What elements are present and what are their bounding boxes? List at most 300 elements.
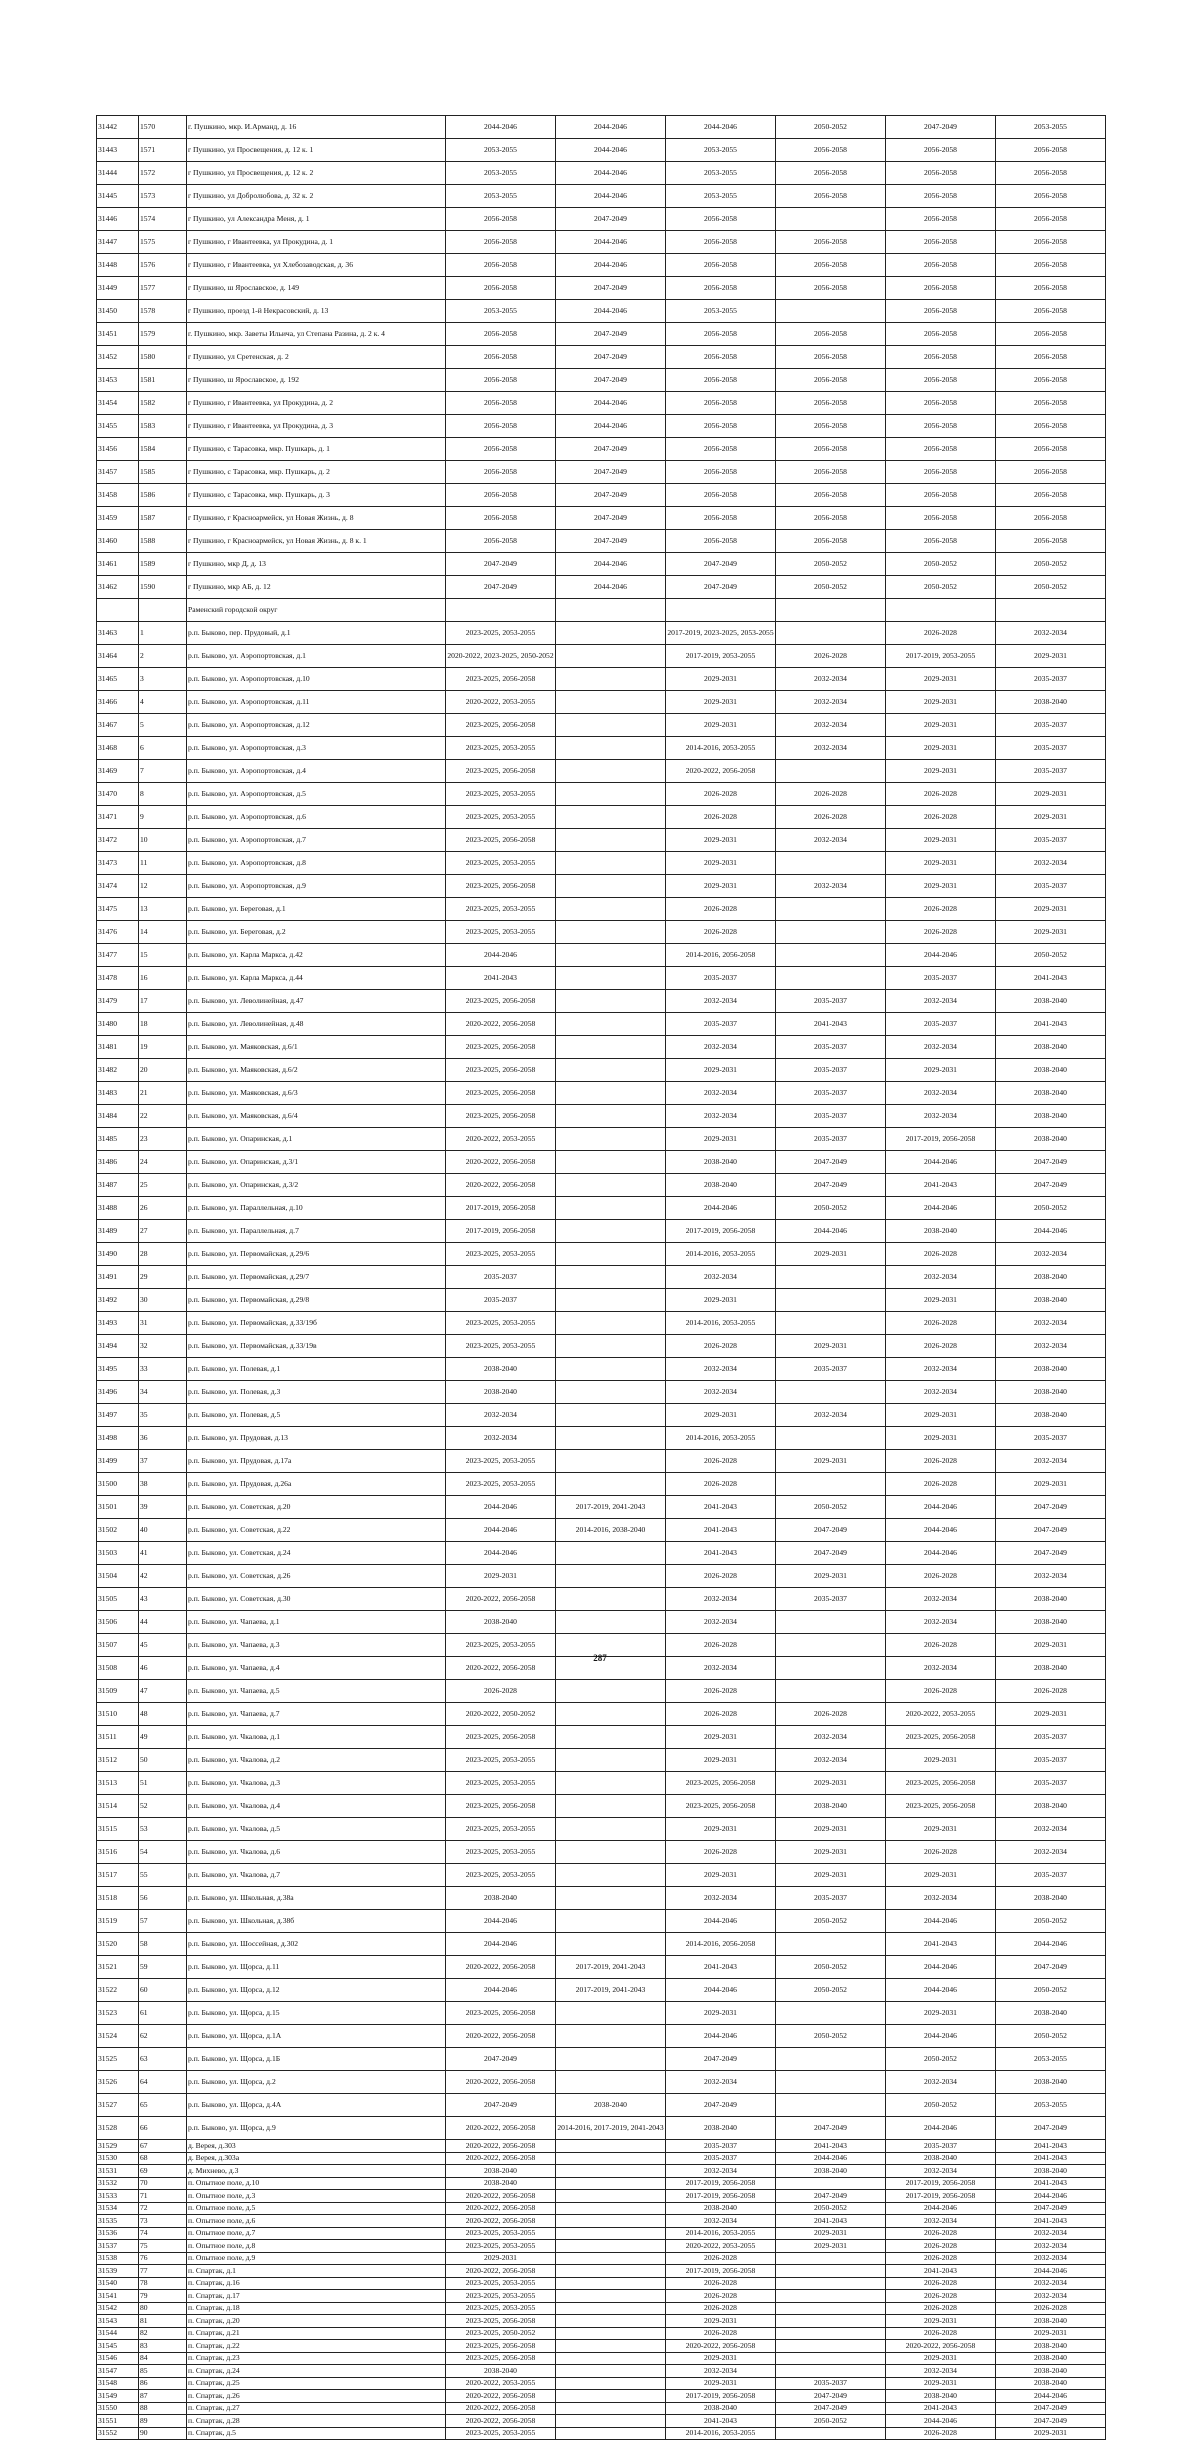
table-row	[97, 392, 1106, 415]
cell-row-number: 31541	[97, 2290, 139, 2303]
cell-work-period-5: 2026-2028	[886, 2427, 996, 2440]
cell-work-period-1: 2023-2025, 2056-2058	[446, 875, 556, 898]
cell-address: р.п. Быково, ул. Школьная, д.38а	[187, 1887, 446, 1910]
cell-work-period-4	[776, 208, 886, 231]
table-row	[97, 2117, 1106, 2140]
cell-work-period-3: 2038-2040	[666, 2117, 776, 2140]
cell-work-period-6: 2035-2037	[996, 1864, 1106, 1887]
cell-work-period-3: 2029-2031	[666, 2352, 776, 2365]
cell-work-period-4: 2056-2058	[776, 185, 886, 208]
cell-row-number: 31549	[97, 2390, 139, 2403]
cell-work-period-6: 2041-2043	[996, 2215, 1106, 2228]
table-row	[97, 185, 1106, 208]
cell-work-period-5: 2032-2034	[886, 1657, 996, 1680]
cell-work-period-1: 2032-2034	[446, 1427, 556, 1450]
table-row	[97, 645, 1106, 668]
cell-work-period-1: 2056-2058	[446, 277, 556, 300]
cell-work-period-5: 2026-2028	[886, 2227, 996, 2240]
cell-work-period-4: 2032-2034	[776, 714, 886, 737]
cell-row-number: 31534	[97, 2202, 139, 2215]
cell-work-period-2: 2044-2046	[556, 415, 666, 438]
cell-work-period-5: 2056-2058	[886, 369, 996, 392]
table-row	[97, 300, 1106, 323]
table-row	[97, 507, 1106, 530]
cell-house-number: 1	[139, 622, 187, 645]
cell-work-period-6: 2032-2034	[996, 852, 1106, 875]
cell-work-period-1: 2023-2025, 2056-2058	[446, 2352, 556, 2365]
cell-address: п. Спартак, д.25	[187, 2377, 446, 2390]
cell-work-period-3: 2017-2019, 2056-2058	[666, 2177, 776, 2190]
cell-work-period-3: 2014-2016, 2053-2055	[666, 1427, 776, 1450]
cell-address: Раменский городской округ	[187, 599, 446, 622]
cell-work-period-3: 2053-2055	[666, 162, 776, 185]
cell-house-number: 63	[139, 2048, 187, 2071]
cell-row-number: 31446	[97, 208, 139, 231]
cell-work-period-3: 2026-2028	[666, 2252, 776, 2265]
cell-work-period-6: 2047-2049	[996, 1519, 1106, 1542]
cell-house-number: 55	[139, 1864, 187, 1887]
cell-work-period-2	[556, 2427, 666, 2440]
cell-work-period-6: 2056-2058	[996, 162, 1106, 185]
table-row	[97, 1381, 1106, 1404]
cell-work-period-1: 2020-2022, 2056-2058	[446, 1151, 556, 1174]
cell-work-period-5: 2044-2046	[886, 944, 996, 967]
cell-work-period-2: 2044-2046	[556, 576, 666, 599]
cell-house-number: 14	[139, 921, 187, 944]
cell-work-period-4	[776, 2277, 886, 2290]
cell-work-period-1: 2023-2025, 2053-2055	[446, 1473, 556, 1496]
cell-address: р.п. Быково, ул. Аэропортовская, д.7	[187, 829, 446, 852]
cell-work-period-2: 2017-2019, 2041-2043	[556, 1496, 666, 1519]
cell-row-number: 31551	[97, 2415, 139, 2428]
cell-work-period-1: 2056-2058	[446, 369, 556, 392]
cell-work-period-3: 2026-2028	[666, 1335, 776, 1358]
cell-work-period-4: 2038-2040	[776, 1795, 886, 1818]
cell-work-period-4: 2035-2037	[776, 1588, 886, 1611]
cell-work-period-5: 2038-2040	[886, 1220, 996, 1243]
table-row	[97, 1979, 1106, 2002]
cell-work-period-6: 2032-2034	[996, 1450, 1106, 1473]
cell-address: п. Опытное поле, д.6	[187, 2215, 446, 2228]
cell-work-period-4: 2050-2052	[776, 116, 886, 139]
cell-address: г Пушкино, ул Сретенская, д. 2	[187, 346, 446, 369]
cell-work-period-2	[556, 1818, 666, 1841]
cell-work-period-2	[556, 2252, 666, 2265]
cell-work-period-1: 2023-2025, 2053-2055	[446, 1841, 556, 1864]
cell-work-period-1: 2044-2046	[446, 1910, 556, 1933]
cell-work-period-4: 2035-2037	[776, 1059, 886, 1082]
cell-row-number: 31491	[97, 1266, 139, 1289]
cell-work-period-1: 2023-2025, 2056-2058	[446, 1726, 556, 1749]
cell-work-period-6: 2056-2058	[996, 438, 1106, 461]
table-row	[97, 1726, 1106, 1749]
cell-work-period-4: 2041-2043	[776, 2140, 886, 2153]
cell-house-number: 25	[139, 1174, 187, 1197]
cell-work-period-3: 2047-2049	[666, 2048, 776, 2071]
cell-work-period-5: 2032-2034	[886, 1082, 996, 1105]
cell-work-period-1: 2026-2028	[446, 1680, 556, 1703]
cell-work-period-5: 2056-2058	[886, 484, 996, 507]
cell-work-period-4: 2050-2052	[776, 2415, 886, 2428]
cell-work-period-4	[776, 967, 886, 990]
cell-row-number: 31483	[97, 1082, 139, 1105]
cell-work-period-4: 2029-2031	[776, 2240, 886, 2253]
cell-row-number: 31546	[97, 2352, 139, 2365]
cell-work-period-2	[556, 2240, 666, 2253]
cell-house-number: 30	[139, 1289, 187, 1312]
table-row	[97, 898, 1106, 921]
table-row	[97, 461, 1106, 484]
cell-work-period-2	[556, 622, 666, 645]
cell-work-period-3: 2026-2028	[666, 1565, 776, 1588]
cell-work-period-1: 2017-2019, 2056-2058	[446, 1220, 556, 1243]
cell-work-period-2: 2047-2049	[556, 208, 666, 231]
cell-row-number: 31501	[97, 1496, 139, 1519]
cell-row-number: 31537	[97, 2240, 139, 2253]
cell-work-period-4	[776, 2002, 886, 2025]
table-row	[97, 1956, 1106, 1979]
cell-work-period-5: 2056-2058	[886, 507, 996, 530]
cell-work-period-2	[556, 1036, 666, 1059]
cell-work-period-2: 2044-2046	[556, 162, 666, 185]
cell-row-number: 31512	[97, 1749, 139, 1772]
cell-work-period-4: 2032-2034	[776, 668, 886, 691]
table-row	[97, 2071, 1106, 2094]
cell-work-period-4: 2029-2031	[776, 1335, 886, 1358]
table-row	[97, 2002, 1106, 2025]
cell-work-period-2	[556, 1243, 666, 1266]
cell-work-period-5: 2026-2028	[886, 1473, 996, 1496]
cell-work-period-4: 2056-2058	[776, 254, 886, 277]
cell-work-period-1: 2044-2046	[446, 1519, 556, 1542]
cell-work-period-3: 2029-2031	[666, 1864, 776, 1887]
cell-work-period-4: 2047-2049	[776, 2117, 886, 2140]
cell-work-period-2: 2044-2046	[556, 185, 666, 208]
cell-work-period-4: 2029-2031	[776, 1864, 886, 1887]
table-row	[97, 990, 1106, 1013]
cell-house-number: 23	[139, 1128, 187, 1151]
cell-work-period-4: 2056-2058	[776, 323, 886, 346]
cell-work-period-3: 2014-2016, 2056-2058	[666, 944, 776, 967]
cell-work-period-2	[556, 1059, 666, 1082]
cell-address: р.п. Быково, ул. Аэропортовская, д.4	[187, 760, 446, 783]
cell-house-number: 18	[139, 1013, 187, 1036]
cell-house-number: 67	[139, 2140, 187, 2153]
table-row	[97, 1565, 1106, 1588]
cell-house-number: 26	[139, 1197, 187, 1220]
cell-work-period-3: 2014-2016, 2053-2055	[666, 2427, 776, 2440]
cell-work-period-3: 2047-2049	[666, 2094, 776, 2117]
cell-work-period-2: 2047-2049	[556, 484, 666, 507]
cell-work-period-4: 2032-2034	[776, 691, 886, 714]
cell-work-period-5: 2044-2046	[886, 1496, 996, 1519]
cell-work-period-5: 2032-2034	[886, 1358, 996, 1381]
table-row	[97, 1013, 1106, 1036]
table-row	[97, 346, 1106, 369]
table-row	[97, 2427, 1106, 2440]
cell-work-period-4: 2038-2040	[776, 2165, 886, 2178]
cell-work-period-6: 2047-2049	[996, 1496, 1106, 1519]
cell-row-number: 31475	[97, 898, 139, 921]
cell-work-period-4	[776, 2302, 886, 2315]
cell-house-number: 70	[139, 2177, 187, 2190]
cell-work-period-3: 2032-2034	[666, 1611, 776, 1634]
cell-address: р.п. Быково, ул. Школьная, д.38б	[187, 1910, 446, 1933]
cell-address: р.п. Быково, ул. Щорса, д.9	[187, 2117, 446, 2140]
cell-work-period-2: 2044-2046	[556, 116, 666, 139]
cell-work-period-5: 2056-2058	[886, 254, 996, 277]
cell-work-period-5: 2017-2019, 2053-2055	[886, 645, 996, 668]
cell-work-period-4: 2035-2037	[776, 2377, 886, 2390]
cell-work-period-2	[556, 2340, 666, 2353]
table-row	[97, 852, 1106, 875]
cell-address: р.п. Быково, ул. Щорса, д.11	[187, 1956, 446, 1979]
cell-work-period-5: 2032-2034	[886, 2165, 996, 2178]
cell-work-period-1: 2023-2025, 2053-2055	[446, 1818, 556, 1841]
cell-work-period-3: 2026-2028	[666, 1450, 776, 1473]
cell-work-period-1: 2056-2058	[446, 346, 556, 369]
cell-work-period-3: 2029-2031	[666, 691, 776, 714]
cell-work-period-3: 2017-2019, 2056-2058	[666, 1220, 776, 1243]
cell-work-period-5: 2056-2058	[886, 139, 996, 162]
cell-work-period-3: 2032-2034	[666, 2071, 776, 2094]
cell-work-period-2	[556, 1151, 666, 1174]
cell-house-number: 12	[139, 875, 187, 898]
cell-work-period-3: 2026-2028	[666, 806, 776, 829]
cell-row-number: 31510	[97, 1703, 139, 1726]
cell-work-period-2	[556, 645, 666, 668]
table-row	[97, 1795, 1106, 1818]
cell-work-period-6: 2050-2052	[996, 944, 1106, 967]
cell-row-number: 31469	[97, 760, 139, 783]
cell-house-number: 42	[139, 1565, 187, 1588]
cell-work-period-6: 2056-2058	[996, 208, 1106, 231]
cell-work-period-4	[776, 599, 886, 622]
cell-work-period-2	[556, 1772, 666, 1795]
cell-work-period-3: 2056-2058	[666, 484, 776, 507]
cell-work-period-6: 2038-2040	[996, 1358, 1106, 1381]
cell-house-number	[139, 599, 187, 622]
cell-work-period-4: 2032-2034	[776, 1749, 886, 1772]
cell-work-period-6: 2056-2058	[996, 277, 1106, 300]
cell-house-number: 74	[139, 2227, 187, 2240]
cell-work-period-4: 2026-2028	[776, 783, 886, 806]
cell-work-period-3: 2026-2028	[666, 1841, 776, 1864]
cell-work-period-4: 2032-2034	[776, 737, 886, 760]
cell-work-period-2	[556, 1082, 666, 1105]
cell-work-period-3: 2026-2028	[666, 2302, 776, 2315]
cell-work-period-1: 2053-2055	[446, 139, 556, 162]
cell-work-period-3: 2053-2055	[666, 139, 776, 162]
cell-work-period-1: 2023-2025, 2053-2055	[446, 1243, 556, 1266]
cell-work-period-6: 2056-2058	[996, 484, 1106, 507]
cell-work-period-5: 2044-2046	[886, 1979, 996, 2002]
cell-house-number: 61	[139, 2002, 187, 2025]
cell-work-period-2	[556, 2377, 666, 2390]
cell-address: р.п. Быково, ул. Советская, д.20	[187, 1496, 446, 1519]
cell-work-period-2: 2047-2049	[556, 438, 666, 461]
cell-work-period-5: 2032-2034	[886, 1105, 996, 1128]
cell-work-period-3: 2026-2028	[666, 921, 776, 944]
cell-work-period-1: 2023-2025, 2056-2058	[446, 2002, 556, 2025]
cell-work-period-6: 2038-2040	[996, 1128, 1106, 1151]
cell-work-period-2	[556, 1611, 666, 1634]
cell-address: п. Спартак, д.23	[187, 2352, 446, 2365]
cell-house-number: 89	[139, 2415, 187, 2428]
cell-address: р.п. Быково, ул. Чкалова, д.3	[187, 1772, 446, 1795]
cell-work-period-5: 2029-2031	[886, 852, 996, 875]
cell-work-period-3: 2041-2043	[666, 1956, 776, 1979]
cell-work-period-4	[776, 2265, 886, 2278]
cell-work-period-2	[556, 1749, 666, 1772]
cell-work-period-2	[556, 783, 666, 806]
cell-work-period-3: 2026-2028	[666, 783, 776, 806]
cell-work-period-4: 2056-2058	[776, 346, 886, 369]
table-row	[97, 2094, 1106, 2117]
cell-house-number: 34	[139, 1381, 187, 1404]
table-row	[97, 2202, 1106, 2215]
cell-row-number: 31465	[97, 668, 139, 691]
cell-work-period-3: 2017-2019, 2056-2058	[666, 2390, 776, 2403]
cell-work-period-6: 2032-2034	[996, 2277, 1106, 2290]
cell-work-period-1: 2023-2025, 2056-2058	[446, 1059, 556, 1082]
cell-work-period-6: 2032-2034	[996, 2240, 1106, 2253]
cell-address: р.п. Быково, ул. Маяковская, д.6/1	[187, 1036, 446, 1059]
cell-work-period-5: 2038-2040	[886, 2390, 996, 2403]
cell-house-number: 1573	[139, 185, 187, 208]
cell-work-period-3: 2035-2037	[666, 967, 776, 990]
cell-work-period-2	[556, 1381, 666, 1404]
cell-work-period-4: 2047-2049	[776, 2390, 886, 2403]
cell-work-period-3: 2047-2049	[666, 553, 776, 576]
cell-house-number: 1589	[139, 553, 187, 576]
cell-address: р.п. Быково, ул. Полевая, д.3	[187, 1381, 446, 1404]
cell-house-number: 41	[139, 1542, 187, 1565]
cell-row-number: 31548	[97, 2377, 139, 2390]
cell-work-period-3: 2056-2058	[666, 231, 776, 254]
cell-house-number: 35	[139, 1404, 187, 1427]
table-row	[97, 2415, 1106, 2428]
cell-work-period-1: 2056-2058	[446, 254, 556, 277]
cell-work-period-3: 2044-2046	[666, 1979, 776, 2002]
cell-work-period-1: 2020-2022, 2056-2058	[446, 1013, 556, 1036]
cell-work-period-1: 2023-2025, 2056-2058	[446, 760, 556, 783]
cell-work-period-2	[556, 760, 666, 783]
cell-work-period-6: 2038-2040	[996, 2340, 1106, 2353]
cell-work-period-1: 2023-2025, 2053-2055	[446, 2290, 556, 2303]
cell-work-period-6: 2035-2037	[996, 1427, 1106, 1450]
cell-row-number: 31515	[97, 1818, 139, 1841]
cell-row-number: 31521	[97, 1956, 139, 1979]
cell-work-period-6: 2035-2037	[996, 1726, 1106, 1749]
cell-house-number: 31	[139, 1312, 187, 1335]
cell-work-period-5: 2032-2034	[886, 2071, 996, 2094]
cell-work-period-4	[776, 2427, 886, 2440]
table-row	[97, 783, 1106, 806]
cell-work-period-5: 2026-2028	[886, 2252, 996, 2265]
cell-work-period-1: 2020-2022, 2050-2052	[446, 1703, 556, 1726]
cell-work-period-6: 2035-2037	[996, 1749, 1106, 1772]
cell-house-number: 43	[139, 1588, 187, 1611]
cell-work-period-3: 2026-2028	[666, 2277, 776, 2290]
cell-work-period-4: 2056-2058	[776, 162, 886, 185]
cell-row-number: 31492	[97, 1289, 139, 1312]
cell-work-period-6: 2041-2043	[996, 967, 1106, 990]
cell-work-period-1: 2023-2025, 2053-2055	[446, 898, 556, 921]
cell-work-period-6: 2038-2040	[996, 2352, 1106, 2365]
table-row	[97, 875, 1106, 898]
cell-house-number: 6	[139, 737, 187, 760]
cell-work-period-6: 2038-2040	[996, 1588, 1106, 1611]
cell-row-number: 31506	[97, 1611, 139, 1634]
cell-work-period-5: 2026-2028	[886, 1680, 996, 1703]
cell-address: р.п. Быково, ул. Прудовая, д.26а	[187, 1473, 446, 1496]
cell-work-period-4: 2050-2052	[776, 1496, 886, 1519]
cell-work-period-5: 2026-2028	[886, 783, 996, 806]
cell-work-period-5: 2026-2028	[886, 1243, 996, 1266]
cell-work-period-4	[776, 1933, 886, 1956]
table-row	[97, 760, 1106, 783]
cell-address: г Пушкино, проезд 1-й Некрасовский, д. 13	[187, 300, 446, 323]
table-row	[97, 1082, 1106, 1105]
cell-work-period-6: 2038-2040	[996, 2315, 1106, 2328]
cell-work-period-2: 2044-2046	[556, 553, 666, 576]
cell-row-number: 31519	[97, 1910, 139, 1933]
cell-row-number: 31524	[97, 2025, 139, 2048]
cell-address: р.п. Быково, ул. Щорса, д.1Б	[187, 2048, 446, 2071]
cell-work-period-2	[556, 2327, 666, 2340]
cell-work-period-3: 2032-2034	[666, 1036, 776, 1059]
cell-house-number: 1590	[139, 576, 187, 599]
cell-work-period-6: 2035-2037	[996, 668, 1106, 691]
table-row	[97, 2365, 1106, 2378]
table-row	[97, 944, 1106, 967]
cell-work-period-2	[556, 990, 666, 1013]
table-row	[97, 1151, 1106, 1174]
cell-work-period-4: 2056-2058	[776, 530, 886, 553]
table-row	[97, 668, 1106, 691]
table-row	[97, 530, 1106, 553]
cell-address: г Пушкино, ул Александра Меня, д. 1	[187, 208, 446, 231]
cell-work-period-6: 2038-2040	[996, 1381, 1106, 1404]
cell-work-period-4: 2056-2058	[776, 484, 886, 507]
cell-work-period-5: 2029-2031	[886, 1059, 996, 1082]
cell-house-number: 11	[139, 852, 187, 875]
table-row	[97, 2190, 1106, 2203]
table-row	[97, 1818, 1106, 1841]
cell-work-period-2	[556, 1450, 666, 1473]
cell-house-number: 54	[139, 1841, 187, 1864]
cell-work-period-1: 2020-2022, 2023-2025, 2050-2052	[446, 645, 556, 668]
cell-work-period-1: 2020-2022, 2056-2058	[446, 2390, 556, 2403]
cell-address: р.п. Быково, ул. Чкалова, д.1	[187, 1726, 446, 1749]
cell-address: р.п. Быково, ул. Аэропортовская, д.10	[187, 668, 446, 691]
cell-work-period-2	[556, 2165, 666, 2178]
cell-work-period-2	[556, 2302, 666, 2315]
cell-address: п. Спартак, д.28	[187, 2415, 446, 2428]
cell-work-period-6: 2035-2037	[996, 875, 1106, 898]
cell-row-number: 31536	[97, 2227, 139, 2240]
cell-work-period-5: 2044-2046	[886, 1956, 996, 1979]
cell-work-period-5: 2035-2037	[886, 1013, 996, 1036]
cell-work-period-1: 2023-2025, 2053-2055	[446, 1864, 556, 1887]
cell-row-number: 31457	[97, 461, 139, 484]
cell-work-period-4: 2050-2052	[776, 553, 886, 576]
cell-work-period-6: 2029-2031	[996, 1473, 1106, 1496]
cell-work-period-4: 2056-2058	[776, 277, 886, 300]
cell-work-period-3: 2032-2034	[666, 2215, 776, 2228]
cell-address: р.п. Быково, ул. Береговая, д.1	[187, 898, 446, 921]
